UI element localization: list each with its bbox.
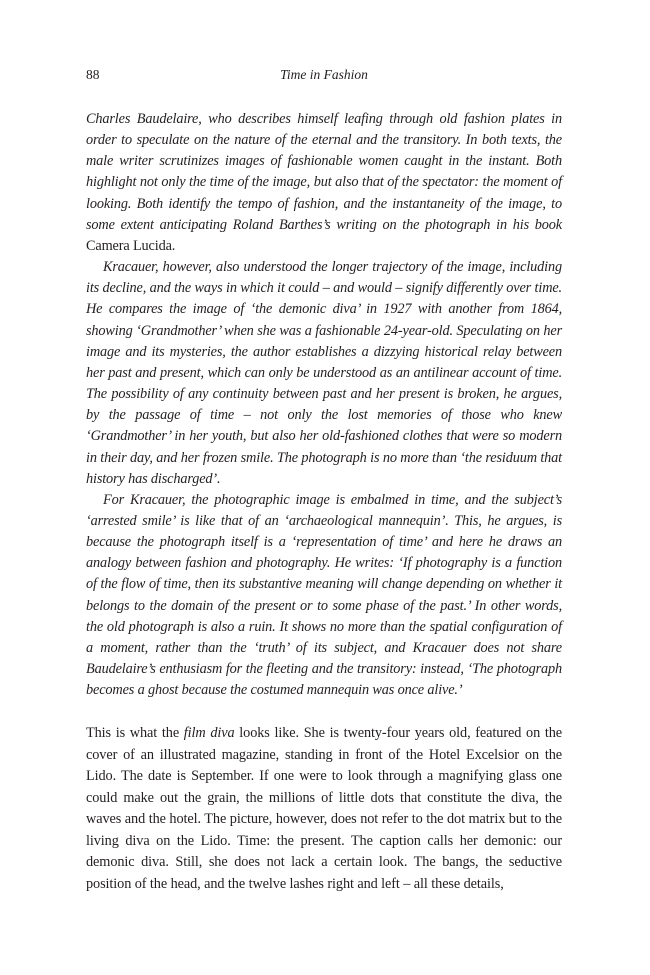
- quote-paragraph-1-end: .: [171, 237, 176, 254]
- body-paragraph-1: [86, 723, 562, 895]
- body-text: [86, 723, 562, 895]
- block-quote: [86, 109, 562, 701]
- body-paragraph-rest: looks like. She is twenty-four years old, featured on the cover of an illustrated magazine, standing in front of the Hotel Excelsior on the Lido. The date is September. If one were to look through a magnifying glass one could make out the grain, the millions of little dots that constitute the diva, the waves and the hotel. The picture, however, does not refer to the dot matrix but to the living diva on the Lido. Time: the present. The caption calls her demonic: our demonic diva. Still, she does not lack a certain look. The bangs, the seductive position of the head, and the twelve lashes right and left – all these details,: [86, 725, 562, 892]
- quote-paragraph-3: For Kracauer, the photographic image is embalmed in time, and the subject’s ‘arrested smile’ is like that of an ‘archaeological mannequin’. This, he argues, is because the photograph itself is a ‘representation of time’ and here he draws an analogy between fashion and photography. He writes: ‘If photography is a function of the flow of time, then its substantive meaning will change depending on whether it belongs to the domain of the present or to some phase of the past.’ In other words, the old photograph is also a ruin. It shows no more than the spatial configuration of a moment, rather than the ‘truth’ of its subject, and Kracauer does not share Baudelaire’s enthusiasm for the fleeting and the transitory: instead, ‘The photograph becomes a ghost because the costumed mannequin was once alive.’: [86, 491, 562, 699]
- film-diva-term: film diva: [183, 725, 235, 742]
- book-page: [86, 64, 562, 895]
- body-paragraph-lead: This is what the: [86, 725, 184, 742]
- quote-paragraph-1-text: Charles Baudelaire, who describes himself leafing through old fashion plates in order to speculate on the nature of the eternal and the transitory. In both texts, the male writer scrutinizes images of fashionable women caught in the instant. Both highlight not only the time of the image, but also that of the spectator: the moment of looking. Both identify the tempo of fashion, and the instantaneity of the image, to some extent anticipating Roland Barthes’s writing on the photograph in his book: [86, 111, 562, 233]
- quote-paragraph-1: [86, 109, 562, 257]
- running-title: Time in Fashion: [280, 67, 368, 82]
- page-number: 88: [86, 67, 100, 82]
- book-title-camera-lucida: Camera Lucida: [86, 237, 172, 254]
- running-head: [86, 64, 562, 86]
- quote-paragraph-2: Kracauer, however, also understood the longer trajectory of the image, including its decline, and the ways in which it could – and would – signify differently over time. He compares the image of ‘the demonic diva’ in 1927 with another from 1864, showing ‘Grandmother’ when she was a fashionable 24-year-old. Speculating on her image and its mysteries, the author establishes a dizzying historical relay between her past and present, which can only be understood as an antilinear account of time. The possibility of any continuity between past and her present is broken, he argues, by the passage of time – not only the lost memories of those who knew ‘Grandmother’ in her youth, but also her old-fashioned clothes that were so modern in their day, and her frozen smile. The photograph is no more than ‘the residuum that history has discharged’.: [86, 259, 562, 487]
